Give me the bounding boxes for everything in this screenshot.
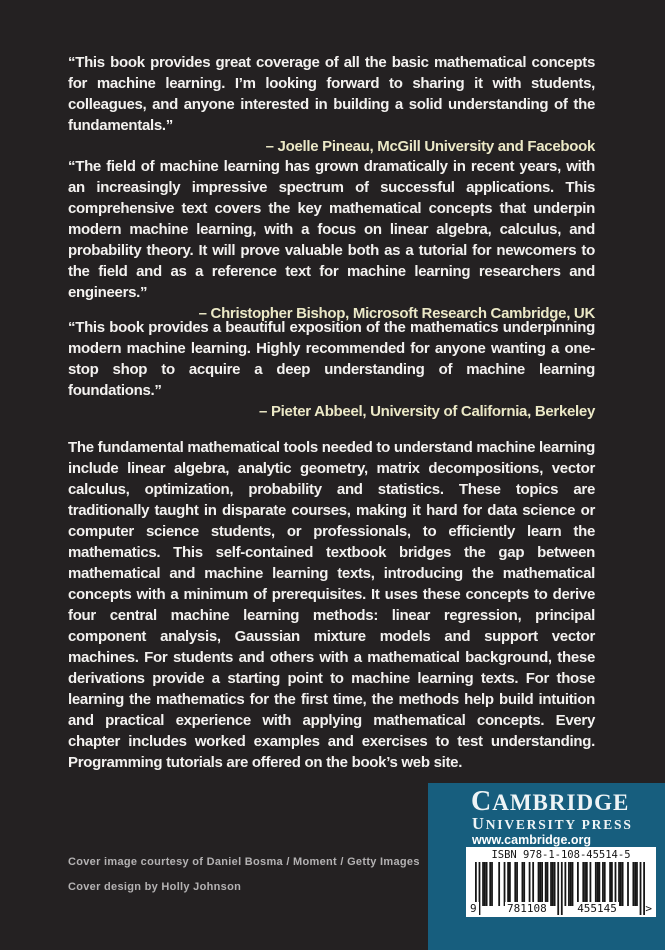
barcode-box [466, 847, 656, 917]
barcode-digit-group-1: 9 [470, 902, 477, 915]
publisher-website: www.cambridge.org [472, 833, 592, 847]
barcode-digit-group-2: 781108 [507, 902, 547, 915]
quote-2-text: “The field of machine learning has grown dramatically in recent years, with an increasingly impressive spectrum of successful applications. This comprehensive text covers the key mathematical concepts that underpin modern machine learning, with a focus on linear algebra, calculus, and probability theory. It will prove valuable both as a tutorial for newcomers to the field and as a reference text for machine learning researchers and engineers.” [68, 158, 595, 301]
quote-3-attribution: – Pieter Abbeel, University of California, Berkeley [259, 403, 595, 420]
quote-1-text: “This book provides great coverage of all the basic mathematical concepts for machine learning. I’m looking forward to sharing it with students, colleagues, and anyone interested in building a solid understanding of the fundamentals.” [68, 54, 595, 134]
credit-line-cover-design: Cover design by Holly Johnson [68, 881, 242, 893]
isbn-label: ISBN 978-1-108-45514-5 [491, 849, 631, 861]
publisher-panel [428, 783, 665, 950]
quote-3-text: “This book provides a beautiful exposition of the mathematics underpinning modern machine learning. Highly recommended for anyone wanting a one-stop shop to acquire a deep understanding of machine learning foundations.” [68, 319, 595, 399]
quote-2-attribution: – Christopher Bishop, Microsoft Research Cambridge, UK [198, 305, 595, 322]
credit-line-cover-image: Cover image courtesy of Daniel Bosma / Moment / Getty Images [68, 856, 420, 868]
quote-block-3 [68, 317, 595, 422]
barcode-arrow: > [645, 902, 652, 915]
barcode-digits [468, 902, 652, 915]
barcode-digit-group-3: 455145 [577, 902, 617, 915]
quote-1-attribution: – Joelle Pineau, McGill University and Facebook [265, 138, 595, 155]
publisher-name: CAMBRIDGE [471, 786, 630, 817]
quote-block-1 [68, 52, 595, 157]
quote-block-2 [68, 156, 595, 324]
description-paragraph: The fundamental mathematical tools needed to understand machine learning include linear algebra, analytic geometry, matrix decompositions, vector calculus, optimization, probability and statistics. These topics are traditionally taught in disparate courses, making it hard for data science or computer science students, or professionals, to efficiently learn the mathematics. This self-contained textbook bridges the gap between mathematical and machine learning texts, introducing the mathematical concepts with a minimum of prerequisites. It uses these concepts to derive four central machine learning methods: linear regression, principal component analysis, Gaussian mixture models and support vector machines. For students and others with a mathematical background, these derivations provide a starting point to machine learning texts. For those learning the mathematics for the first time, the methods help build intuition and practical experience with applying mathematical concepts. Every chapter includes worked examples and exercises to test understanding. Programming tutorials are offered on the book’s web site. [68, 439, 595, 771]
publisher-subname: UNIVERSITY PRESS [472, 814, 633, 833]
